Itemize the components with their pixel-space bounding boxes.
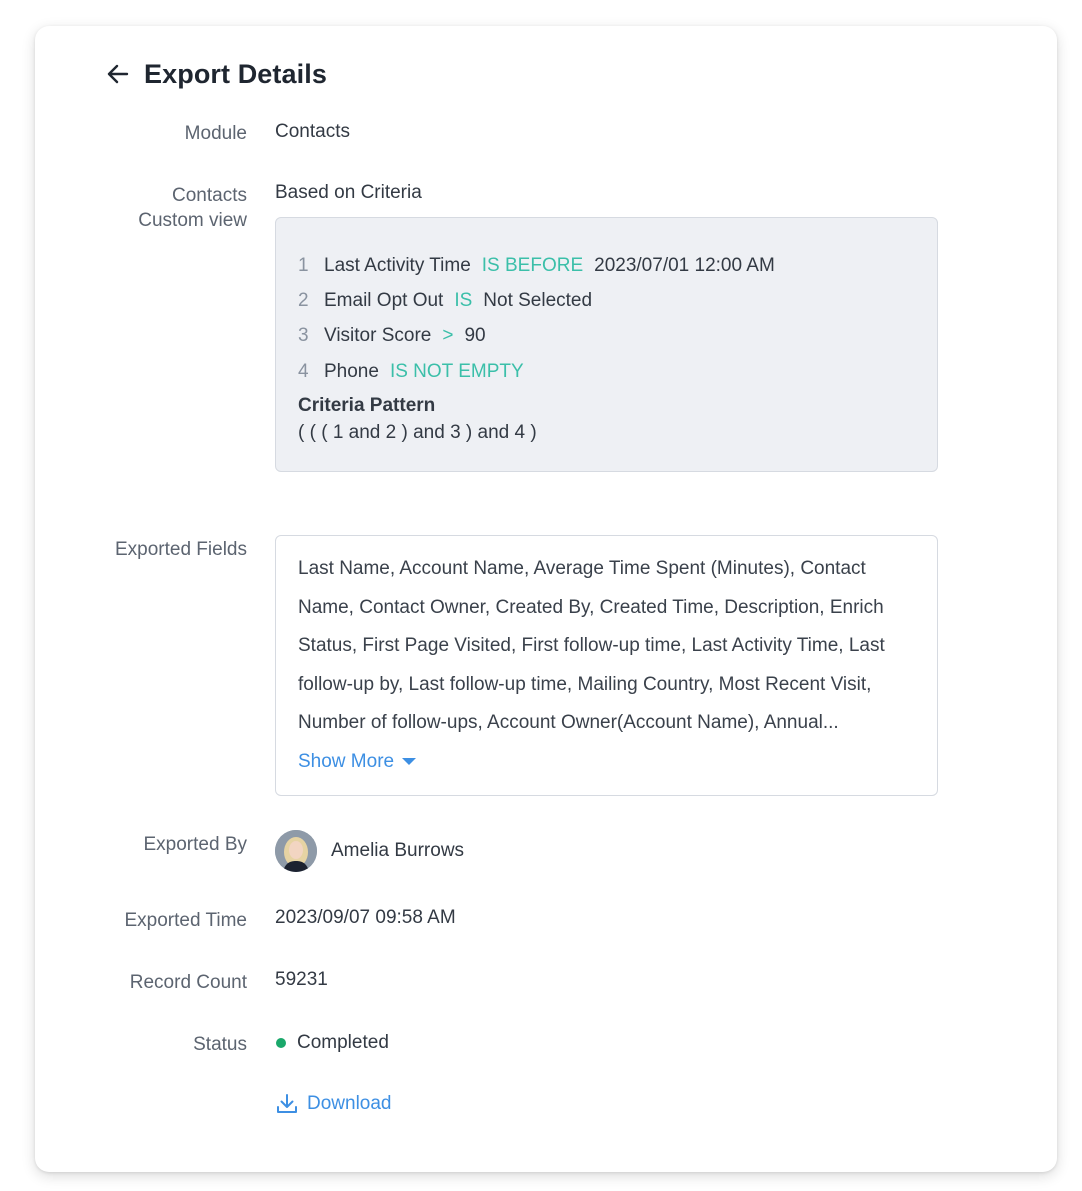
page-header bbox=[105, 56, 327, 92]
record-count-label: Record Count bbox=[129, 972, 247, 993]
criteria-value: 90 bbox=[464, 325, 486, 347]
criteria-row bbox=[298, 283, 915, 318]
criteria-field: Email Opt Out bbox=[324, 290, 444, 312]
download-link[interactable] bbox=[275, 1092, 392, 1116]
criteria-pattern: ( ( ( 1 and 2 ) and 3 ) and 4 ) bbox=[298, 421, 537, 443]
criteria-operator: > bbox=[442, 325, 454, 347]
criteria-number: 1 bbox=[298, 254, 309, 276]
criteria-operator: IS BEFORE bbox=[481, 254, 584, 276]
show-more-label: Show More bbox=[298, 750, 395, 772]
criteria-pattern-title: Criteria Pattern bbox=[298, 394, 436, 416]
exported-time-label: Exported Time bbox=[124, 910, 247, 931]
criteria-number: 4 bbox=[298, 360, 309, 382]
criteria-field: Visitor Score bbox=[324, 325, 432, 347]
exported-fields-box bbox=[275, 535, 938, 796]
criteria-number: 2 bbox=[298, 290, 309, 312]
exported-by-name: Amelia Burrows bbox=[331, 840, 465, 861]
status-value: Completed bbox=[297, 1032, 389, 1053]
module-value: Contacts bbox=[275, 121, 350, 142]
custom-view-label-line1: Contacts bbox=[172, 185, 247, 206]
custom-view-value: Based on Criteria bbox=[275, 182, 422, 203]
criteria-operator: IS NOT EMPTY bbox=[389, 360, 524, 382]
criteria-number: 3 bbox=[298, 325, 309, 347]
arrow-left-icon[interactable] bbox=[105, 61, 131, 87]
criteria-field: Phone bbox=[324, 360, 379, 382]
status-dot-icon bbox=[276, 1038, 286, 1048]
exported-fields-label: Exported Fields bbox=[114, 539, 247, 560]
module-label: Module bbox=[184, 123, 247, 144]
caret-down-icon bbox=[402, 758, 416, 765]
exported-fields-text: Last Name, Account Name, Average Time Spent (Minutes), Contact Name, Contact Owner, Created By, Created Time, Description, Enrich Status, First Page Visited, First follow-up time, Last Activity Time, Last follow-up by, Last follow-up time, Mailing Country, Most Recent Visit, Number of follow-ups, Account Owner(Account Name), Annual... bbox=[298, 558, 885, 733]
criteria-row bbox=[298, 319, 915, 354]
exported-by-label: Exported By bbox=[143, 834, 247, 855]
custom-view-label-line2: Custom view bbox=[138, 210, 247, 231]
download-icon bbox=[275, 1092, 299, 1116]
download-label: Download bbox=[307, 1093, 392, 1114]
criteria-row bbox=[298, 248, 915, 283]
show-more-button[interactable] bbox=[298, 743, 915, 781]
criteria-value: 2023/07/01 12:00 AM bbox=[594, 254, 775, 276]
criteria-field: Last Activity Time bbox=[324, 254, 471, 276]
criteria-row bbox=[298, 354, 915, 389]
record-count-value: 59231 bbox=[275, 969, 328, 990]
status-label: Status bbox=[193, 1034, 247, 1055]
page-title: Export Details bbox=[144, 58, 327, 89]
criteria-operator: IS bbox=[454, 290, 473, 312]
criteria-box bbox=[275, 217, 938, 472]
export-details-card bbox=[35, 26, 1057, 1172]
custom-view-label bbox=[47, 183, 247, 233]
exported-time-value: 2023/09/07 09:58 AM bbox=[275, 907, 456, 928]
criteria-value: Not Selected bbox=[483, 290, 593, 312]
avatar bbox=[275, 830, 317, 872]
